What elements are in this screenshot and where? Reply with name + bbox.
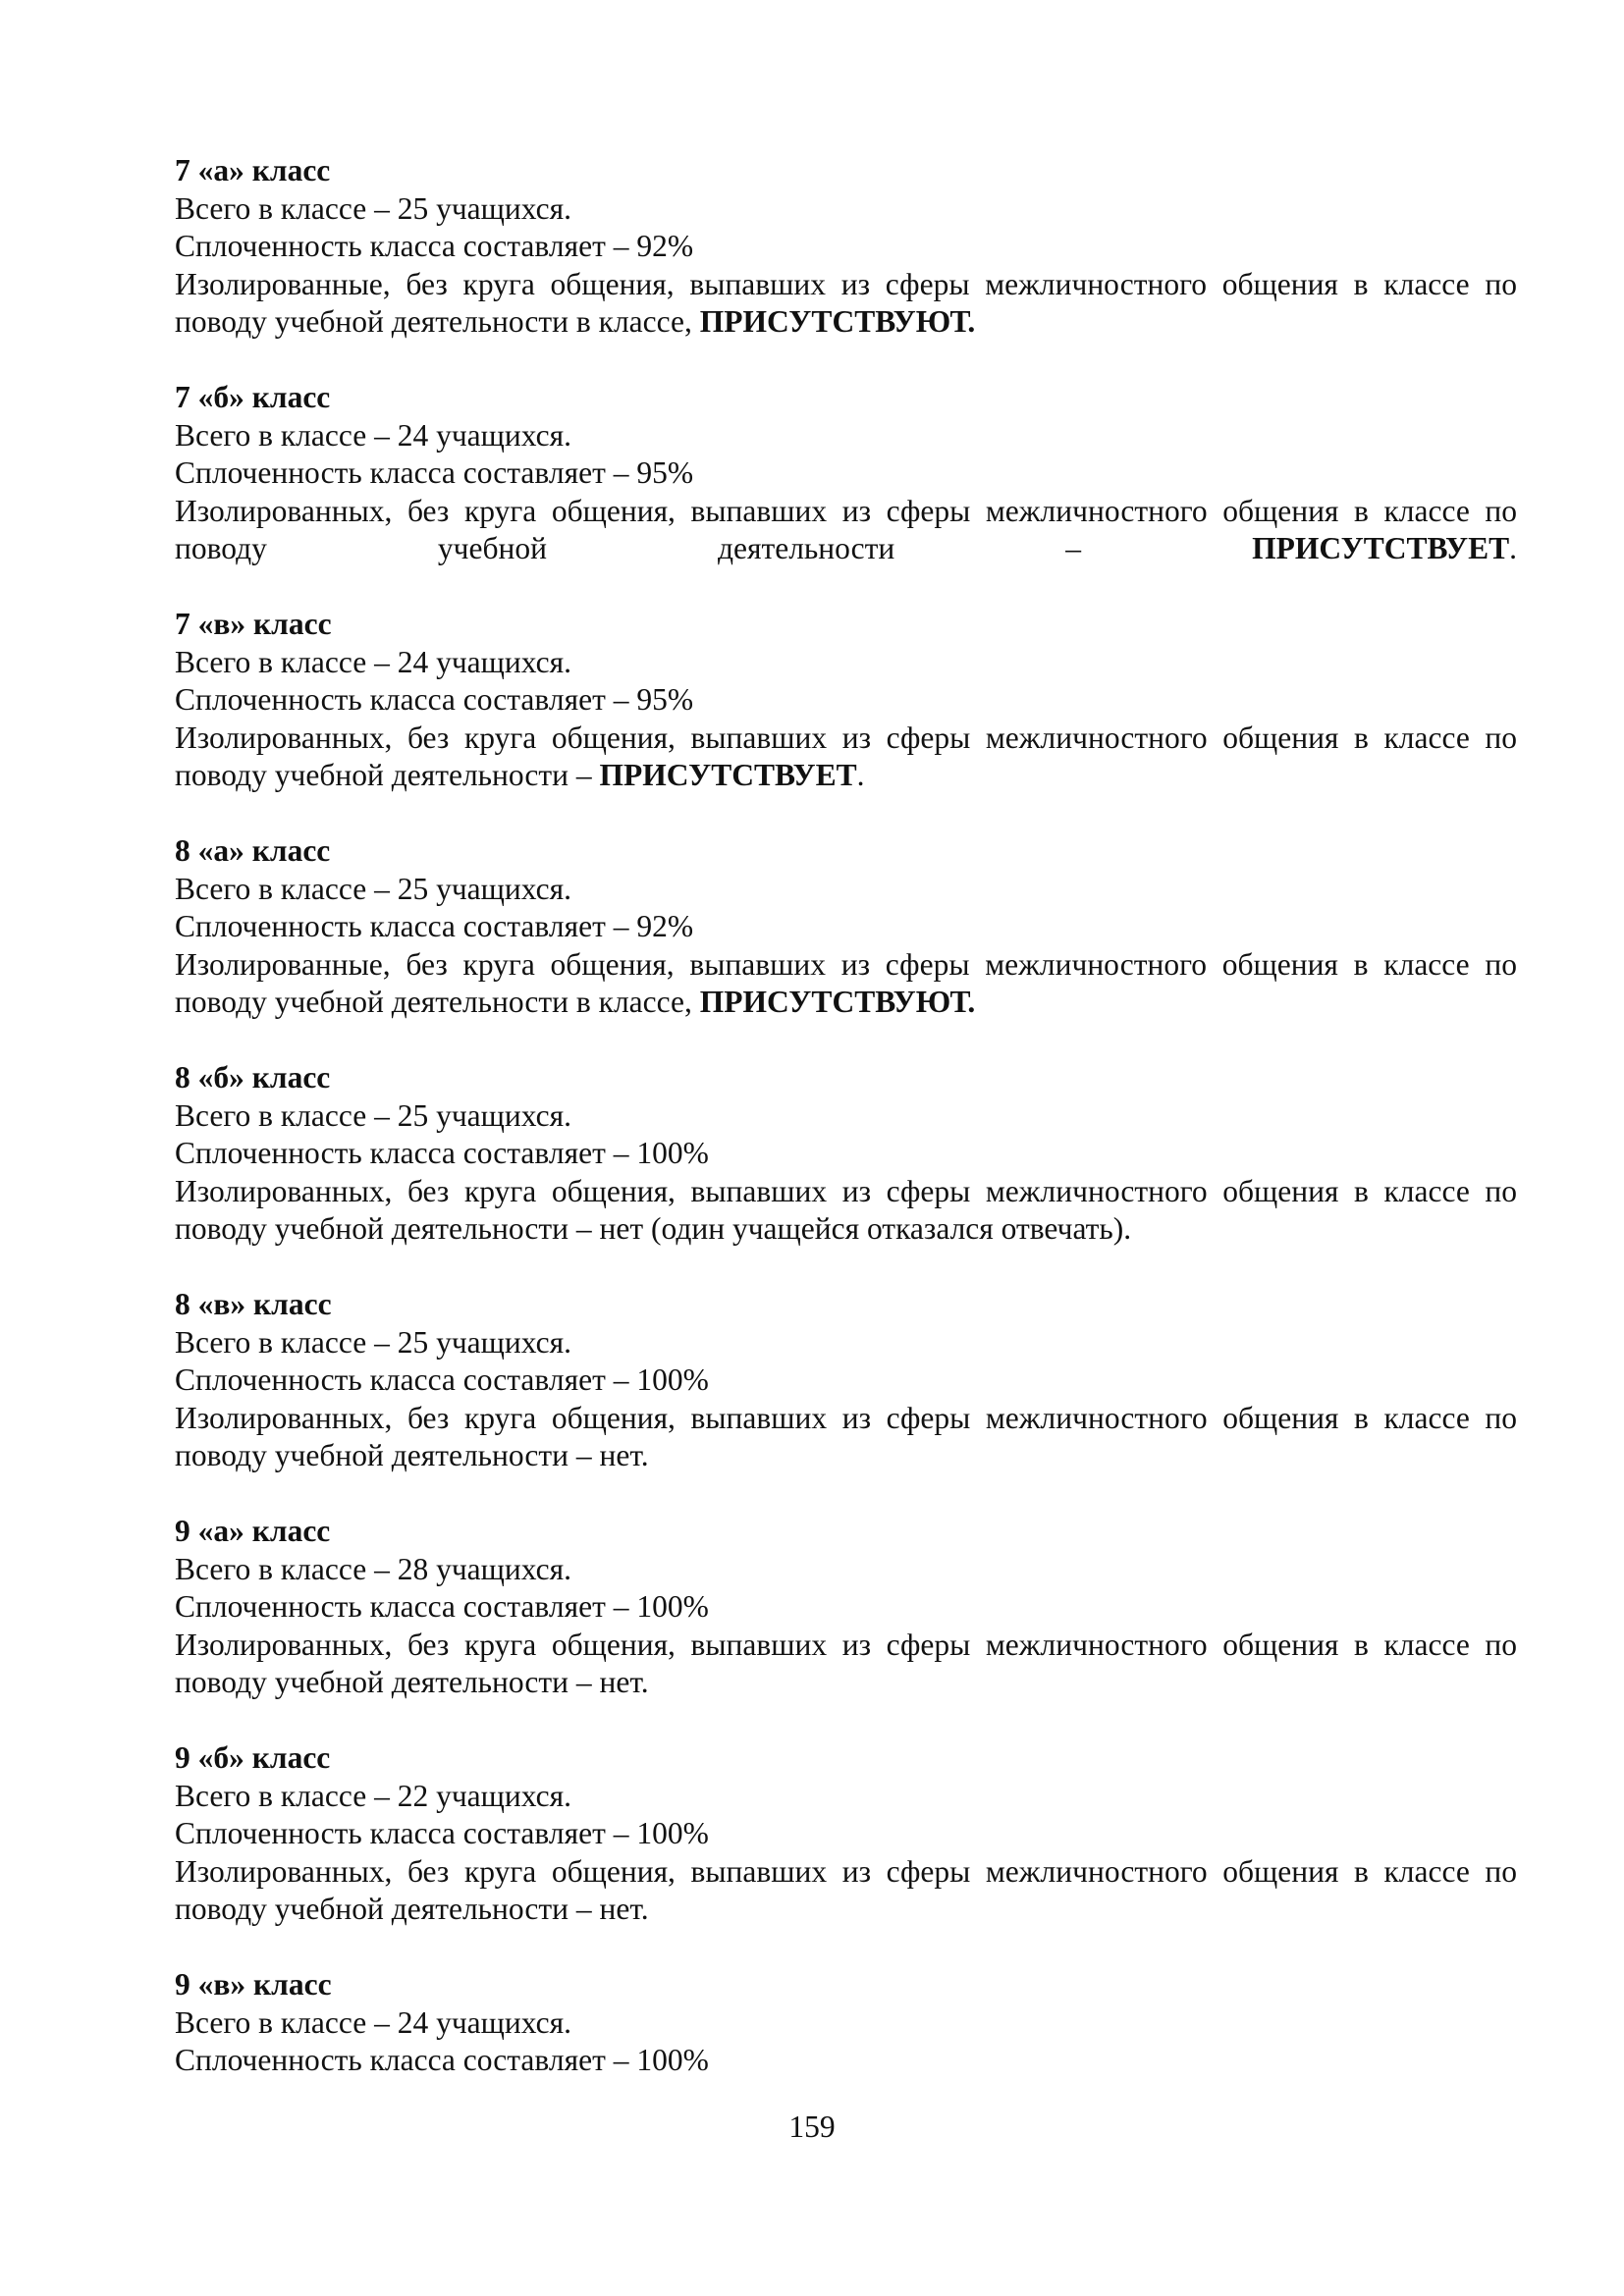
class-heading: 7 «в» класс xyxy=(175,607,332,641)
isolated-students-paragraph: Изолированных, без круга общения, выпавших из сферы межличностного общения в классе по поводу учебной деятельности – нет. xyxy=(175,1400,1517,1472)
isolated-tail: . xyxy=(856,758,865,792)
isolated-students-paragraph xyxy=(175,946,1517,1022)
isolated-status: ПРИСУТСТВУЮТ. xyxy=(699,304,976,339)
isolated-tail: . xyxy=(1509,531,1518,565)
isolated-status: ПРИСУТСТВУЕТ xyxy=(599,758,857,792)
total-students: Всего в классе – 25 учащихся. xyxy=(175,1324,571,1360)
isolated-text: Изолированные, без круга общения, выпавших из сферы межличностного общения в классе по поводу учебной деятельности в классе, xyxy=(175,946,1517,1019)
isolated-status: ПРИСУТСТВУЮТ. xyxy=(699,985,976,1019)
total-students: Всего в классе – 25 учащихся. xyxy=(175,190,571,226)
total-students: Всего в классе – 24 учащихся. xyxy=(175,2004,571,2040)
total-students: Всего в классе – 24 учащихся. xyxy=(175,644,571,679)
class-cohesion: Сплоченность класса составляет – 100% xyxy=(175,1589,709,1624)
class-heading: 9 «в» класс xyxy=(175,1967,332,2002)
isolated-students-paragraph: Изолированных, без круга общения, выпавших из сферы межличностного общения в классе по поводу учебной деятельности – нет. xyxy=(175,1627,1517,1699)
class-heading: 8 «в» класс xyxy=(175,1287,332,1321)
document-page xyxy=(175,152,1517,2080)
class-heading: 9 «а» класс xyxy=(175,1514,331,1548)
isolated-status: ПРИСУТСТВУЕТ xyxy=(1252,531,1510,565)
class-section-9v xyxy=(175,1966,1517,2080)
class-section-7v xyxy=(175,606,1517,795)
class-heading: 8 «б» класс xyxy=(175,1060,331,1095)
total-students: Всего в классе – 28 учащихся. xyxy=(175,1551,571,1586)
isolated-students-paragraph xyxy=(175,266,1517,342)
isolated-text: Изолированных, без круга общения, выпавших из сферы межличностного общения в классе по поводу учебной деятельности – xyxy=(175,493,1517,565)
class-cohesion: Сплоченность класса составляет – 100% xyxy=(175,1362,709,1397)
class-cohesion: Сплоченность класса составляет – 92% xyxy=(175,229,694,263)
total-students: Всего в классе – 25 учащихся. xyxy=(175,1097,571,1133)
total-students: Всего в классе – 24 учащихся. xyxy=(175,417,571,453)
class-cohesion: Сплоченность класса составляет – 100% xyxy=(175,1136,709,1170)
class-section-9b xyxy=(175,1739,1517,1929)
class-heading: 7 «а» класс xyxy=(175,153,331,187)
page-number: 159 xyxy=(788,2109,836,2144)
class-cohesion: Сплоченность класса составляет – 100% xyxy=(175,2043,709,2077)
isolated-students-paragraph: Изолированных, без круга общения, выпавших из сферы межличностного общения в классе по поводу учебной деятельности – нет. xyxy=(175,1853,1517,1926)
class-cohesion: Сплоченность класса составляет – 95% xyxy=(175,682,694,717)
class-section-8b xyxy=(175,1059,1517,1249)
class-heading: 7 «б» класс xyxy=(175,380,331,414)
isolated-text: Изолированных, без круга общения, выпавших из сферы межличностного общения в классе по поводу учебной деятельности – xyxy=(175,720,1517,792)
isolated-students-paragraph xyxy=(175,720,1517,795)
isolated-text: Изолированные, без круга общения, выпавших из сферы межличностного общения в классе по поводу учебной деятельности в классе, xyxy=(175,266,1517,339)
class-heading: 8 «а» класс xyxy=(175,833,331,868)
class-heading: 9 «б» класс xyxy=(175,1740,331,1775)
class-section-7a xyxy=(175,152,1517,342)
class-section-9a xyxy=(175,1513,1517,1702)
isolated-students-paragraph: Изолированных, без круга общения, выпавших из сферы межличностного общения в классе по поводу учебной деятельности – нет (один учащейся отказался отвечать). xyxy=(175,1173,1517,1246)
total-students: Всего в классе – 22 учащихся. xyxy=(175,1778,571,1813)
class-section-8a xyxy=(175,832,1517,1022)
class-section-7b xyxy=(175,379,1517,568)
class-cohesion: Сплоченность класса составляет – 92% xyxy=(175,909,694,943)
isolated-students-paragraph xyxy=(175,493,1517,568)
class-cohesion: Сплоченность класса составляет – 100% xyxy=(175,1816,709,1850)
total-students: Всего в классе – 25 учащихся. xyxy=(175,871,571,906)
class-section-8v xyxy=(175,1286,1517,1475)
class-cohesion: Сплоченность класса составляет – 95% xyxy=(175,455,694,490)
